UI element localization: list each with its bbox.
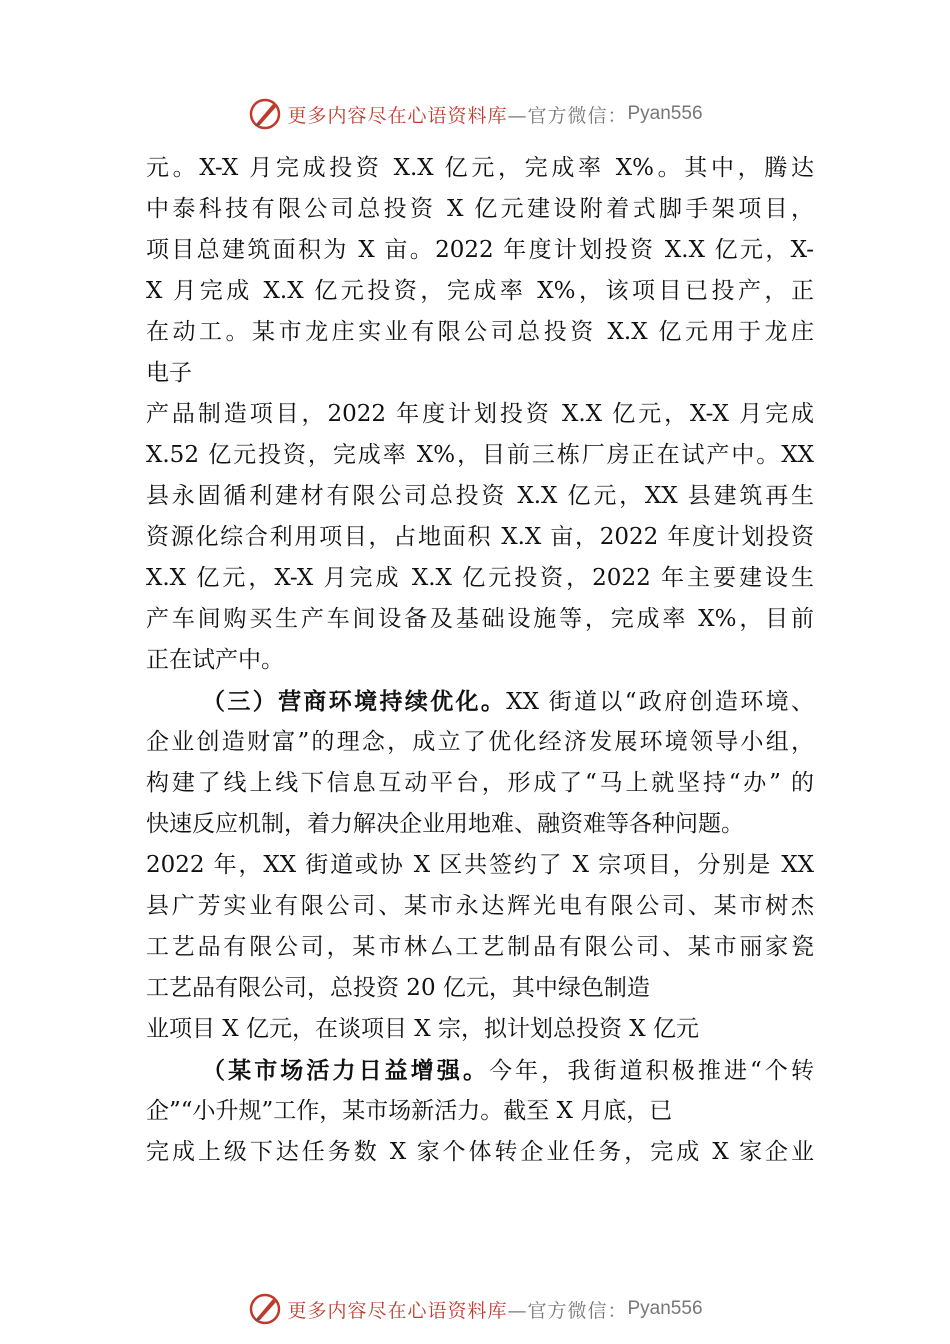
text-line: 工艺品有限公司，总投资 20 亿元，其中绿色制造 (146, 975, 650, 1001)
text-line: 快速反应机制，着力解决企业用地难、融资难等各种问题。 (146, 811, 744, 837)
text-line: 县永固循利建材有限公司总投资 X.X 亿元，XX 县建筑再生 (146, 483, 814, 509)
text-line: 资源化综合利用项目，占地面积 X.X 亩，2022 年度计划投资 (146, 524, 814, 550)
section-heading: （某市场活力日益增强。 (202, 1057, 490, 1084)
text-line: X 月完成 X.X 亿元投资，完成率 X%，该项目已投产，正 (146, 278, 814, 304)
text-line: 元。X-X 月完成投资 X.X 亿元，完成率 X%。其中，腾达 (146, 155, 814, 181)
banner-wechat-label: —官方微信： (507, 1299, 628, 1322)
text-line: 项目总建筑面积为 X 亩。2022 年度计划投资 X.X 亿元，X- (146, 237, 814, 263)
text-line: 电子 (146, 360, 192, 386)
banner-wechat-label: —官方微信： (507, 104, 628, 127)
text-line: 正在试产中。 (146, 647, 284, 673)
text-line: 中泰科技有限公司总投资 X 亿元建设附着式脚手架项目， (146, 196, 814, 222)
text-line: 2022 年，XX 街道或协 X 区共签约了 X 宗项目，分别是 XX (146, 852, 814, 878)
text-line: 县广芳实业有限公司、某市永达辉光电有限公司、某市树杰 (146, 893, 814, 919)
text-line: 企业创造财富”的理念，成立了优化经济发展环境领导小组， (146, 729, 814, 755)
banner-wechat-account: Pyan556 (627, 1298, 703, 1319)
section-heading: （三）营商环境持续优化。 (202, 688, 507, 715)
text-line: 业项目 X 亿元，在谈项目 X 宗，拟计划总投资 X 亿元 (146, 1016, 699, 1042)
pen-circle-logo-icon (247, 96, 283, 132)
text-line: 在动工。某市龙庄实业有限公司总投资 X.X 亿元用于龙庄 (146, 319, 814, 345)
banner-site-name: 更多内容尽在心语资料库 (287, 1299, 508, 1322)
pen-circle-logo-icon (247, 1291, 283, 1327)
text-line: 产品制造项目，2022 年度计划投资 X.X 亿元，X-X 月完成 (146, 401, 814, 427)
section-heading-line (146, 681, 814, 722)
banner-site-name: 更多内容尽在心语资料库 (287, 104, 508, 127)
text-line: X.X 亿元，X-X 月完成 X.X 亿元投资，2022 年主要建设生 (146, 565, 814, 591)
text-line: 工艺品有限公司，某市林厶工艺制品有限公司、某市丽家瓷 (146, 934, 814, 960)
text-line: 构建了线上线下信息互动平台，形成了“马上就坚持“办” 的 (146, 770, 814, 796)
text-line: 产车间购买生产车间设备及基础设施等，完成率 X%，目前 (146, 606, 814, 632)
header-banner (0, 94, 950, 134)
text-segment: 今年，我街道积极推进“个转 (489, 1058, 814, 1084)
text-line: X.52 亿元投资，完成率 X%，目前三栋厂房正在试产中。XX (146, 442, 814, 468)
footer-banner (0, 1289, 950, 1329)
document-body (146, 148, 814, 1173)
text-line: 完成上级下达任务数 X 家个体转企业任务，完成 X 家企业 (146, 1139, 814, 1165)
section-heading-line (146, 1050, 814, 1091)
text-segment: XX 街道以“政府创造环境、 (506, 689, 814, 715)
text-line: 企”“小升规”工作，某市场新活力。截至 X 月底，已 (146, 1098, 673, 1124)
banner-wechat-account: Pyan556 (627, 103, 703, 124)
